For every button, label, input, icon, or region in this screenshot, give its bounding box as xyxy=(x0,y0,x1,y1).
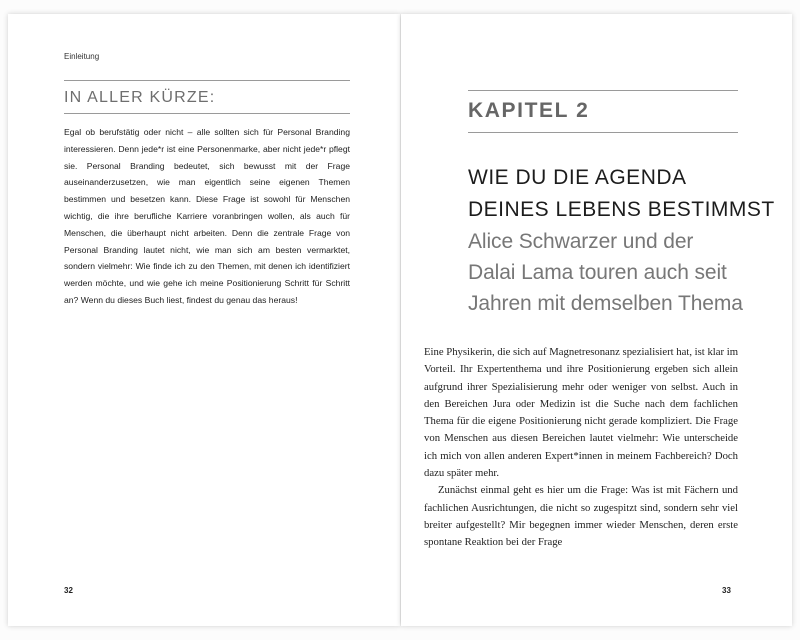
chapter-title-line: DEINES LEBENS BESTIMMST xyxy=(468,198,775,221)
subtitle-line: Dalai Lama touren auch seit xyxy=(468,261,727,284)
summary-heading: IN ALLER KÜRZE: xyxy=(64,89,216,106)
chapter-label: KAPITEL 2 xyxy=(468,99,590,122)
summary-top-rule xyxy=(64,80,350,81)
summary-text: Egal ob berufstätig oder nicht – alle sollten sich für Personal Branding interessieren. Denn jede*r ist eine Personenmarke, aber nicht jede*r pflegt sie. Personal Branding bedeutet, sich bewusst mit der Frage auseinanderzusetzen, wie man eigentlich seine eigenen Themen bestimmen und besetzen kann. Diese Frage ist sowohl für Menschen wichtig, die ihre berufliche Karriere voranbringen wollen, als auch für Menschen, die überhaupt nicht arbeiten. Denn die zentrale Frage von Personal Branding lautet nicht, wie man sich am besten vermarktet, sondern vielmehr: Wie finde ich zu den Themen, mit denen ich identifiziert werden möchte, und wie gehe ich meine Positionierung Schritt für Schritt an? Wenn du dieses Buch liest, findest du genau das heraus! xyxy=(64,127,350,305)
chapter-bottom-rule xyxy=(468,132,738,133)
page-number-left: 32 xyxy=(64,586,73,595)
subtitle-line: Alice Schwarzer und der xyxy=(468,230,694,253)
running-head: Einleitung xyxy=(64,52,100,61)
chapter-title xyxy=(468,162,775,226)
summary-bottom-rule xyxy=(64,113,350,114)
chapter-subtitle xyxy=(468,226,743,319)
subtitle-line: Jahren mit demselben Thema xyxy=(468,292,743,315)
chapter-top-rule xyxy=(468,90,738,91)
chapter-body xyxy=(424,344,738,552)
chapter-title-line: WIE DU DIE AGENDA xyxy=(468,166,687,189)
body-paragraph: Zunächst einmal geht es hier um die Frage: Was ist mit Fächern und fachlichen Ausrichtungen, die nicht so zugespitzt sind, sondern sehr viel breiter aufgestellt? Mir begegnen immer wieder Menschen, deren erste spontane Reaktion bei der Frage xyxy=(424,484,738,549)
page-number-right: 33 xyxy=(722,586,731,595)
body-paragraph: Eine Physikerin, die sich auf Magnetresonanz spezialisiert hat, ist klar im Vorteil. Ihr Expertenthema und ihre Positionierung ergeben sich allein aufgrund ihrer Spezialisierung mehr oder weniger von selbst. Auch in den Bereichen Jura oder Medizin ist die Suche nach dem fachlichen Thema für die eigene Positionierung nicht gerade kompliziert. Die Frage von Menschen aus diesen Bereichen lautet vielmehr: Wie unterscheide ich mich von allen anderen Expert*innen in meinem Fachbereich? Doch dazu später mehr. xyxy=(424,346,739,480)
